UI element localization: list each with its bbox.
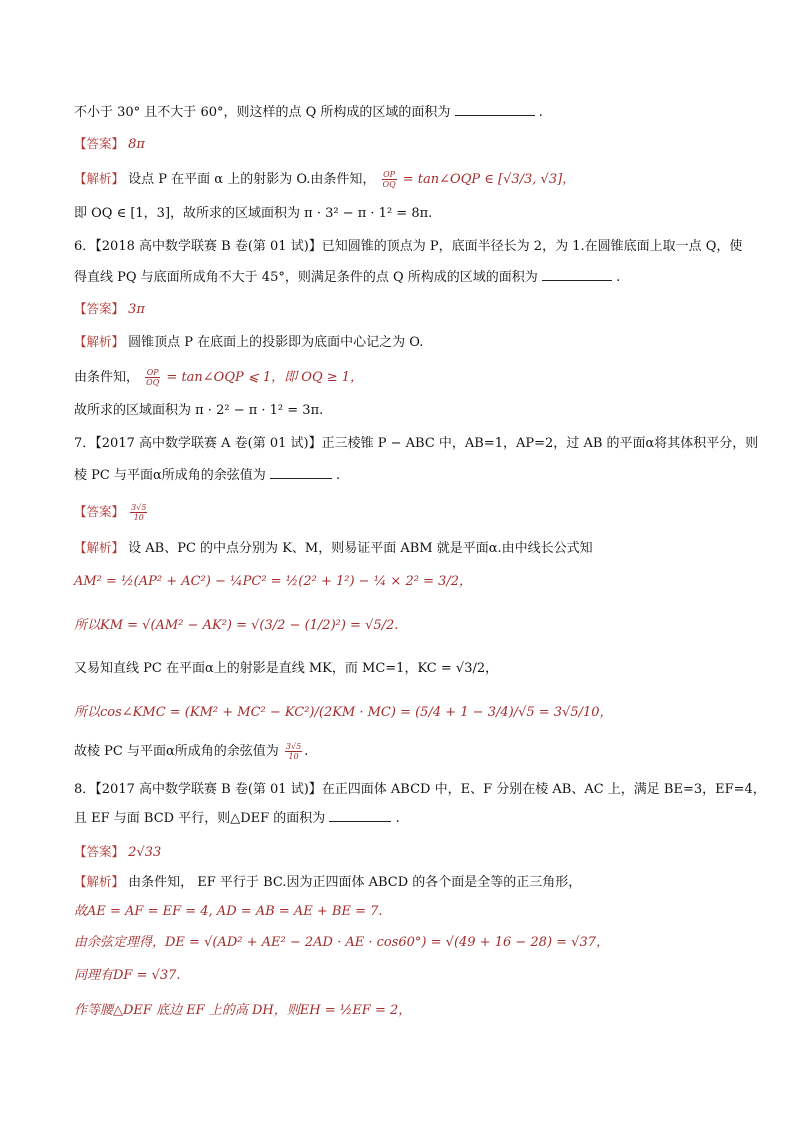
answer-label: 【答案】 (74, 301, 125, 316)
q6-analysis-1 (74, 333, 423, 352)
period: . (304, 744, 309, 759)
answer-blank (270, 466, 332, 479)
question-number: 6． (74, 239, 96, 254)
answer-blank (542, 268, 612, 281)
q7-analysis-2 (74, 573, 472, 591)
denominator: 10 (133, 513, 144, 522)
numerator: OP (383, 170, 396, 179)
analysis-math: 故AE = AF = EF = 4, AD = AB = AE + BE = 7. (74, 904, 383, 919)
q8-analysis-4 (74, 967, 181, 985)
analysis-math: 由余弦定理得，DE = √(AD² + AE² − 2AD · AE · cos60°) = √(49 + 16 − 28) = √37， (74, 935, 610, 950)
answer-value: 8π (128, 137, 145, 152)
prev-question-tail (74, 103, 543, 122)
question-text: 在正四面体 ABCD 中，E、F 分别在棱 AB、AC 上，满足 BE=3，EF=4， (321, 782, 766, 797)
period: . (538, 105, 543, 120)
answer-label: 【答案】 (74, 844, 125, 859)
denominator: OQ (382, 180, 396, 189)
prev-answer (74, 135, 145, 154)
q6-analysis-3 (74, 402, 323, 420)
analysis-math: 作等腰△DEF 底边 EF 上的高 DH，则EH = ½EF = 2， (74, 1003, 412, 1018)
prev-analysis-1 (74, 170, 575, 189)
q8-analysis-1 (74, 873, 581, 892)
question-number: 8． (74, 782, 96, 797)
answer-blank (329, 809, 391, 822)
numerator: 3√5 (131, 503, 147, 512)
question-source: 【2018 高中数学联赛 B 卷(第 01 试)】 (95, 239, 322, 254)
numerator: OP (146, 368, 159, 377)
period: . (616, 270, 621, 285)
q7-text-1 (74, 435, 758, 453)
q8-text-1 (74, 781, 766, 799)
q7-answer (74, 503, 149, 522)
prev-analysis-2 (74, 205, 432, 223)
analysis-math: 同理有DF = √37. (74, 968, 181, 983)
analysis-label: 【解析】 (74, 540, 125, 555)
answer-label: 【答案】 (74, 504, 125, 519)
answer-value: 2√33 (128, 845, 162, 860)
q8-analysis-2 (74, 903, 383, 921)
q8-text-2 (74, 809, 400, 828)
question-source: 【2017 高中数学联赛 A 卷(第 01 试)】 (95, 436, 322, 451)
answer-fraction (285, 742, 302, 761)
analysis-label: 【解析】 (74, 171, 125, 186)
fraction-op-oq (382, 170, 397, 189)
q7-analysis-6 (74, 742, 308, 761)
q8-analysis-5 (74, 1002, 411, 1020)
question-text: 得直线 PQ 与底面所成角不大于 45°，则满足条件的点 Q 所构成的区域的面积为 (74, 270, 538, 285)
q6-answer (74, 300, 145, 319)
period: . (395, 811, 400, 826)
analysis-math: 所以KM = √(AM² − AK²) = √(3/2 − (1/2)²) = √5/2. (74, 618, 399, 633)
denominator: 10 (288, 752, 299, 761)
analysis-text: 设 AB、PC 的中点分别为 K、M，则易证平面 ABM 就是平面α.由中线长公式知 (128, 541, 593, 556)
analysis-label: 【解析】 (74, 334, 125, 349)
answer-label: 【答案】 (74, 136, 125, 151)
denominator: OQ (146, 378, 160, 387)
q6-text-2 (74, 268, 620, 287)
answer-value: 3π (128, 302, 145, 317)
question-text: 已知圆锥的顶点为 P，底面半径长为 2，为 1.在圆锥底面上取一点 Q，使 (321, 239, 743, 254)
question-text: 且 EF 与面 BCD 平行，则△DEF 的面积为 (74, 811, 326, 826)
analysis-text: 由条件知， (74, 370, 140, 385)
fraction-op-oq (145, 368, 160, 387)
numerator: 3√5 (285, 742, 302, 751)
answer-fraction (130, 503, 147, 522)
analysis-math: 所以cos∠KMC = (KM² + MC² − KC²)/(2KM · MC) = (5/4 + 1 − 3/4)/√5 = 3√5/10， (74, 705, 613, 720)
q6-analysis-2 (74, 368, 363, 387)
analysis-text: 圆锥顶点 P 在底面上的投影即为底面中心记之为 O. (128, 335, 424, 350)
q7-text-2 (74, 466, 340, 485)
analysis-text: 故所求的区域面积为 π · 2² − π · 1² = 3π. (74, 403, 324, 418)
analysis-math: = tan∠OQP ⩽ 1，即 OQ ≥ 1， (166, 370, 364, 385)
q7-analysis-1 (74, 539, 593, 558)
q7-analysis-5 (74, 704, 613, 722)
prev-question-text: 不小于 30° 且不大于 60°，则这样的点 Q 所构成的区域的面积为 (74, 105, 451, 120)
q8-answer (74, 843, 161, 862)
question-number: 7． (74, 436, 96, 451)
analysis-text: 故棱 PC 与平面α所成角的余弦值为 (74, 744, 279, 759)
analysis-math: = tan∠OQP ∈ [√3/3, √3]， (402, 172, 576, 187)
analysis-label: 【解析】 (74, 874, 125, 889)
analysis-text: 由条件知， EF 平行于 BC.因为正四面体 ABCD 的各个面是全等的正三角形， (128, 875, 582, 890)
analysis-text: 设点 P 在平面 α 上的射影为 O.由条件知， (128, 172, 376, 187)
analysis-text: 即 OQ ∈ [1，3]，故所求的区域面积为 π · 3² − π · 1² = 8π. (74, 206, 433, 221)
q6-text-1 (74, 238, 742, 256)
question-source: 【2017 高中数学联赛 B 卷(第 01 试)】 (95, 782, 322, 797)
analysis-math: AM² = ½(AP² + AC²) − ¼PC² = ½(2² + 1²) − ¼ × 2² = 3/2， (74, 574, 473, 589)
period: . (336, 468, 341, 483)
question-text: 正三棱锥 P − ABC 中，AB=1，AP=2，过 AB 的平面α将其体积平分，则 (321, 436, 759, 451)
question-text: 棱 PC 与平面α所成角的余弦值为 (74, 468, 266, 483)
q7-analysis-3 (74, 617, 398, 635)
analysis-text: 又易知直线 PC 在平面α上的射影是直线 MK，而 MC=1，KC = √3/2， (74, 661, 499, 676)
q8-analysis-3 (74, 934, 609, 952)
q7-analysis-4 (74, 660, 498, 678)
answer-blank (455, 103, 535, 116)
